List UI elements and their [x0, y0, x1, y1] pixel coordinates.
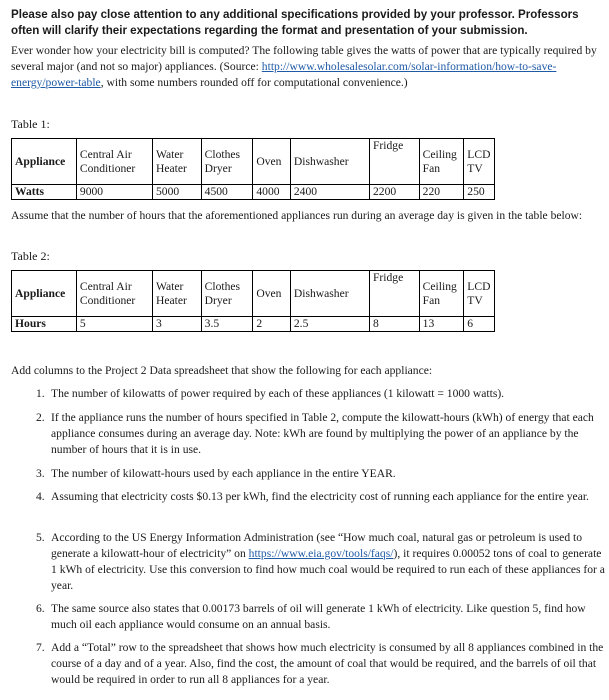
instructions-intro: Add columns to the Project 2 Data spreadsheet that show the following for each appliance:: [11, 364, 433, 377]
table2-hours-row: [12, 317, 495, 332]
item-text: Assuming that electricity costs $0.13 per kWh, find the electricity cost of running each appliance for the entire year.: [51, 490, 589, 503]
table2-col: Ceiling Fan: [419, 271, 464, 317]
table1-cell: 4000: [253, 185, 291, 200]
table2-cell: 3: [152, 317, 201, 332]
table2-cell: 3.5: [201, 317, 253, 332]
item-text-part: According to the US Energy Information Administration (see “How much coal, natural gas or petroleum is used to generate a kilowatt-hour of electricity” on: [51, 531, 583, 560]
table2-cell: 2.5: [290, 317, 369, 332]
table1-col: Water Heater: [152, 139, 201, 185]
table1-cell: 2400: [290, 185, 369, 200]
table1-col: Central Air Conditioner: [76, 139, 152, 185]
item-text: [51, 530, 606, 594]
table2-cell: 13: [419, 317, 464, 332]
table1-cell: 5000: [152, 185, 201, 200]
table2-col: Dishwasher: [290, 271, 369, 317]
intro-paragraph: [11, 43, 605, 91]
table1-row-label: Watts: [12, 185, 77, 200]
table1-label: Table 1:: [11, 117, 50, 131]
table2-cell: 6: [464, 317, 495, 332]
table2-header-row: [12, 271, 495, 317]
table1-col: Dishwasher: [290, 139, 369, 185]
hours-table: [11, 270, 495, 332]
item-text: The number of kilowatt-hours used by each appliance in the entire YEAR.: [51, 467, 396, 480]
item-text: The number of kilowatts of power required by each of these appliances (1 kilowatt = 1000 watts).: [51, 387, 505, 400]
table2-col: Oven: [253, 271, 291, 317]
table2-col: Clothes Dryer: [201, 271, 253, 317]
table2-cell: 2: [253, 317, 291, 332]
table1-col: LCD TV: [464, 139, 495, 185]
table1-cell: 9000: [76, 185, 152, 200]
table2-col: Fridge: [369, 271, 419, 317]
item-number: 6.: [36, 602, 45, 615]
item-text: Add a “Total” row to the spreadsheet that shows how much electricity is consumed by all 8 appliances combined in the course of a day and of a year. Also, find the cost, the amount of coal that would be required, and the barrels of oil that would be required in order to run all 8 appliances for a year.: [51, 641, 604, 686]
item-number: 2.: [36, 411, 45, 424]
table1-col: Fridge: [369, 139, 419, 185]
table1-cell: 220: [419, 185, 464, 200]
item-number: 7.: [36, 641, 45, 654]
table1-corner: Appliance: [12, 139, 77, 185]
mid-paragraph: Assume that the number of hours that the aforementioned appliances run during an average day is given in the table below:: [11, 209, 583, 222]
table2-corner: Appliance: [12, 271, 77, 317]
table1-col: Oven: [253, 139, 291, 185]
table1-cell: 4500: [201, 185, 253, 200]
item-number: 4.: [36, 490, 45, 503]
item-number: 5.: [36, 531, 45, 544]
source-link[interactable]: http://www.wholesalesolar.com/solar-information/how-to-save-energy/power-table: [11, 60, 557, 89]
watts-table: [11, 138, 495, 200]
professor-notice: Please also pay close attention to any additional specifications provided by your professor. Professors often will clarify their expectations regarding the format and presentation of your submission.: [11, 8, 579, 37]
table2-col: LCD TV: [464, 271, 495, 317]
item-text: The same source also states that 0.00173 barrels of oil will generate 1 kWh of electricity. Like question 5, find how much oil each appliance would consume on an annual basis.: [51, 602, 586, 631]
item-number: 3.: [36, 467, 45, 480]
table2-col: Water Heater: [152, 271, 201, 317]
intro-text: Ever wonder how your electricity bill is computed? The following table gives the watts of power that are typically required by several major (and not so major) appliances. (Source:: [11, 44, 597, 73]
table1-header-row: [12, 139, 495, 185]
intro-text-end: , with some numbers rounded off for computational convenience.): [100, 76, 408, 89]
table2-col: Central Air Conditioner: [76, 271, 152, 317]
table1-cell: 2200: [369, 185, 419, 200]
table2-row-label: Hours: [12, 317, 77, 332]
item-text: If the appliance runs the number of hours specified in Table 2, compute the kilowatt-hours (kWh) of energy that each appliance consumes during an average day. Note: kWh are found by multiplying the power of an appliance by the number of hours that it is in use.: [51, 411, 594, 456]
table1-cell: 250: [464, 185, 495, 200]
item-number: 1.: [36, 387, 45, 400]
table2-label: Table 2:: [11, 249, 50, 263]
table1-watts-row: [12, 185, 495, 200]
table1-col: Ceiling Fan: [419, 139, 464, 185]
table2-cell: 5: [76, 317, 152, 332]
eia-link[interactable]: https://www.eia.gov/tools/faqs/: [248, 547, 394, 560]
table2-cell: 8: [369, 317, 419, 332]
table1-col: Clothes Dryer: [201, 139, 253, 185]
item-text-part: ), it requires 0.00052 tons of coal to generate 1 kWh of electricity. Use this conversion to find how much coal would be required to run each of these appliances for a year.: [51, 547, 605, 592]
